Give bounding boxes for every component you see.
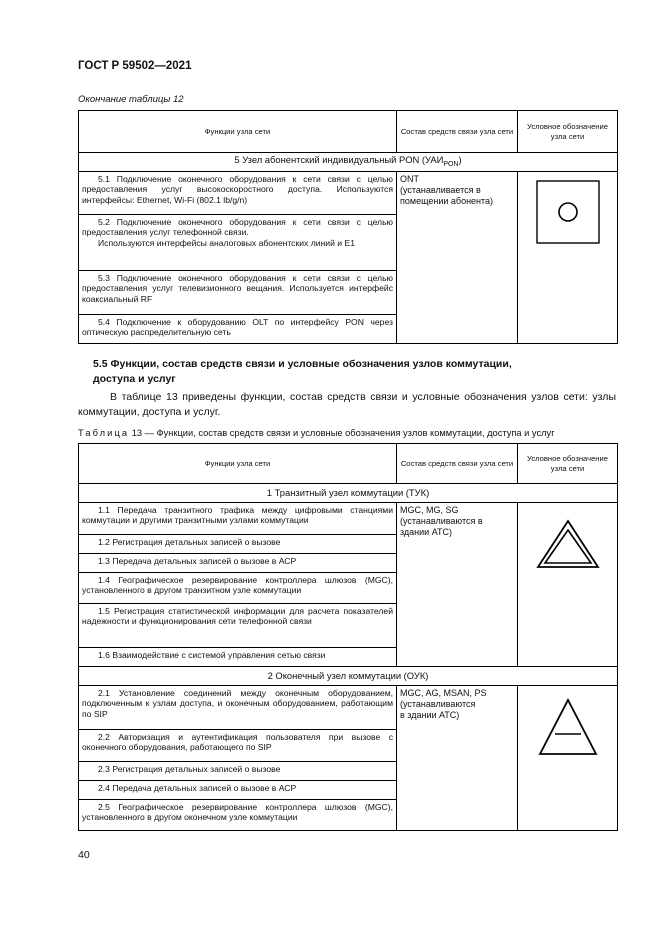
- section-heading: 5.5 Функции, состав средств связи и условные обозначения узлов коммутации, доступа и услуг: [93, 358, 512, 386]
- header-functions: Функции узла сети: [79, 444, 397, 484]
- composition-note: (устанавливается в помещении абонента): [400, 184, 494, 206]
- header-composition: Состав средств связи узла сети: [397, 444, 518, 484]
- table-row: 1.2 Регистрация детальных записей о вызове: [79, 535, 397, 554]
- symbol-cell: [518, 172, 618, 344]
- table-12: [78, 110, 618, 344]
- table-row: 2.5 Географическое резервирование контроллера шлюзов (MGC), установленного в другом оконечном узле коммутации: [79, 800, 397, 831]
- composition-cell: [397, 172, 518, 344]
- page-number: 40: [78, 849, 90, 861]
- table12-caption: Окончание таблицы 12: [78, 94, 184, 105]
- table-row: 1.3 Передача детальных записей о вызове в АСР: [79, 554, 397, 573]
- table-row: 5.4 Подключение к оборудованию OLT по интерфейсу PON через оптическую распределительную сеть: [79, 315, 397, 344]
- symbol-cell: [518, 503, 618, 667]
- section-title: 2 Оконечный узел коммутации (ОУК): [79, 667, 618, 686]
- table-row: 2.1 Установление соединений между оконечным оборудованием, подключенным к узлам доступа, и оконечным оборудованием, работающим по SIP: [79, 686, 397, 730]
- table-row: 5.2 Подключение оконечного оборудования к сети связи с целью предоставления услуг телефонной связи. Используются интерфейсы аналоговых абонентских линий и E1: [79, 215, 397, 271]
- table-row: 1.1 Передача транзитного трафика между цифровыми станциями коммутации и другими транзитными узлами коммутации: [79, 503, 397, 535]
- table-13: [78, 443, 618, 831]
- double-triangle-icon: [535, 519, 601, 569]
- table-row: 2.4 Передача детальных записей о вызове в АСР: [79, 781, 397, 800]
- table-row: 2.2 Авторизация и аутентификация пользователя при вызове с оконечного оборудования, работающего по SIP: [79, 730, 397, 762]
- square-with-circle-icon: [534, 178, 602, 246]
- intro-paragraph: В таблице 13 приведены функции, состав средств связи и условные обозначения узлов сети: узлы коммутации, доступа и услуг.: [78, 391, 616, 419]
- section-title: 1 Транзитный узел коммутации (ТУК): [79, 484, 618, 503]
- header-composition: Состав средств связи узла сети: [397, 111, 518, 153]
- table-row: 1.4 Географическое резервирование контроллера шлюзов (MGC), установленного в другом транзитном узле коммутации: [79, 573, 397, 604]
- table-row: 1.5 Регистрация статистической информации для расчета показателей надежности и функционирования сети телефонной связи: [79, 604, 397, 648]
- symbol-cell: [518, 686, 618, 831]
- composition-name: ONT: [400, 174, 419, 184]
- header-symbol: Условное обозначение узла сети: [518, 444, 618, 484]
- table-row: 5.1 Подключение оконечного оборудования к сети связи с целью предоставления услуг высокоскоростного доступа. Используются интерфейсы: Ethernet, Wi-Fi (802.1 lb/g/n): [79, 172, 397, 215]
- document-header: ГОСТ Р 59502—2021: [78, 60, 192, 72]
- header-functions: Функции узла сети: [79, 111, 397, 153]
- table-row: 2.3 Регистрация детальных записей о вызове: [79, 762, 397, 781]
- table-row: 5.3 Подключение оконечного оборудования к сети связи с целью предоставления услуг телевизионного вещания. Используется интерфейс коаксиальный RF: [79, 271, 397, 315]
- header-symbol: Условное обозначение узла сети: [518, 111, 618, 153]
- table13-caption: Таблица 13 — Функции, состав средств связи и условные обозначения узлов коммутации, доступа и услуг: [78, 428, 555, 438]
- composition-cell: MGC, MG, SG (устанавливаются в здании АТС): [397, 503, 518, 667]
- table-row: 1.6 Взаимодействие с системой управления сетью связи: [79, 648, 397, 667]
- composition-cell: MGC, AG, MSAN, PS (устанавливаются в здании АТС): [397, 686, 518, 831]
- triangle-with-bar-icon: [538, 698, 598, 756]
- section-title: 5 Узел абонентский индивидуальный PON $(УАИ_{PON})$: [79, 153, 618, 172]
